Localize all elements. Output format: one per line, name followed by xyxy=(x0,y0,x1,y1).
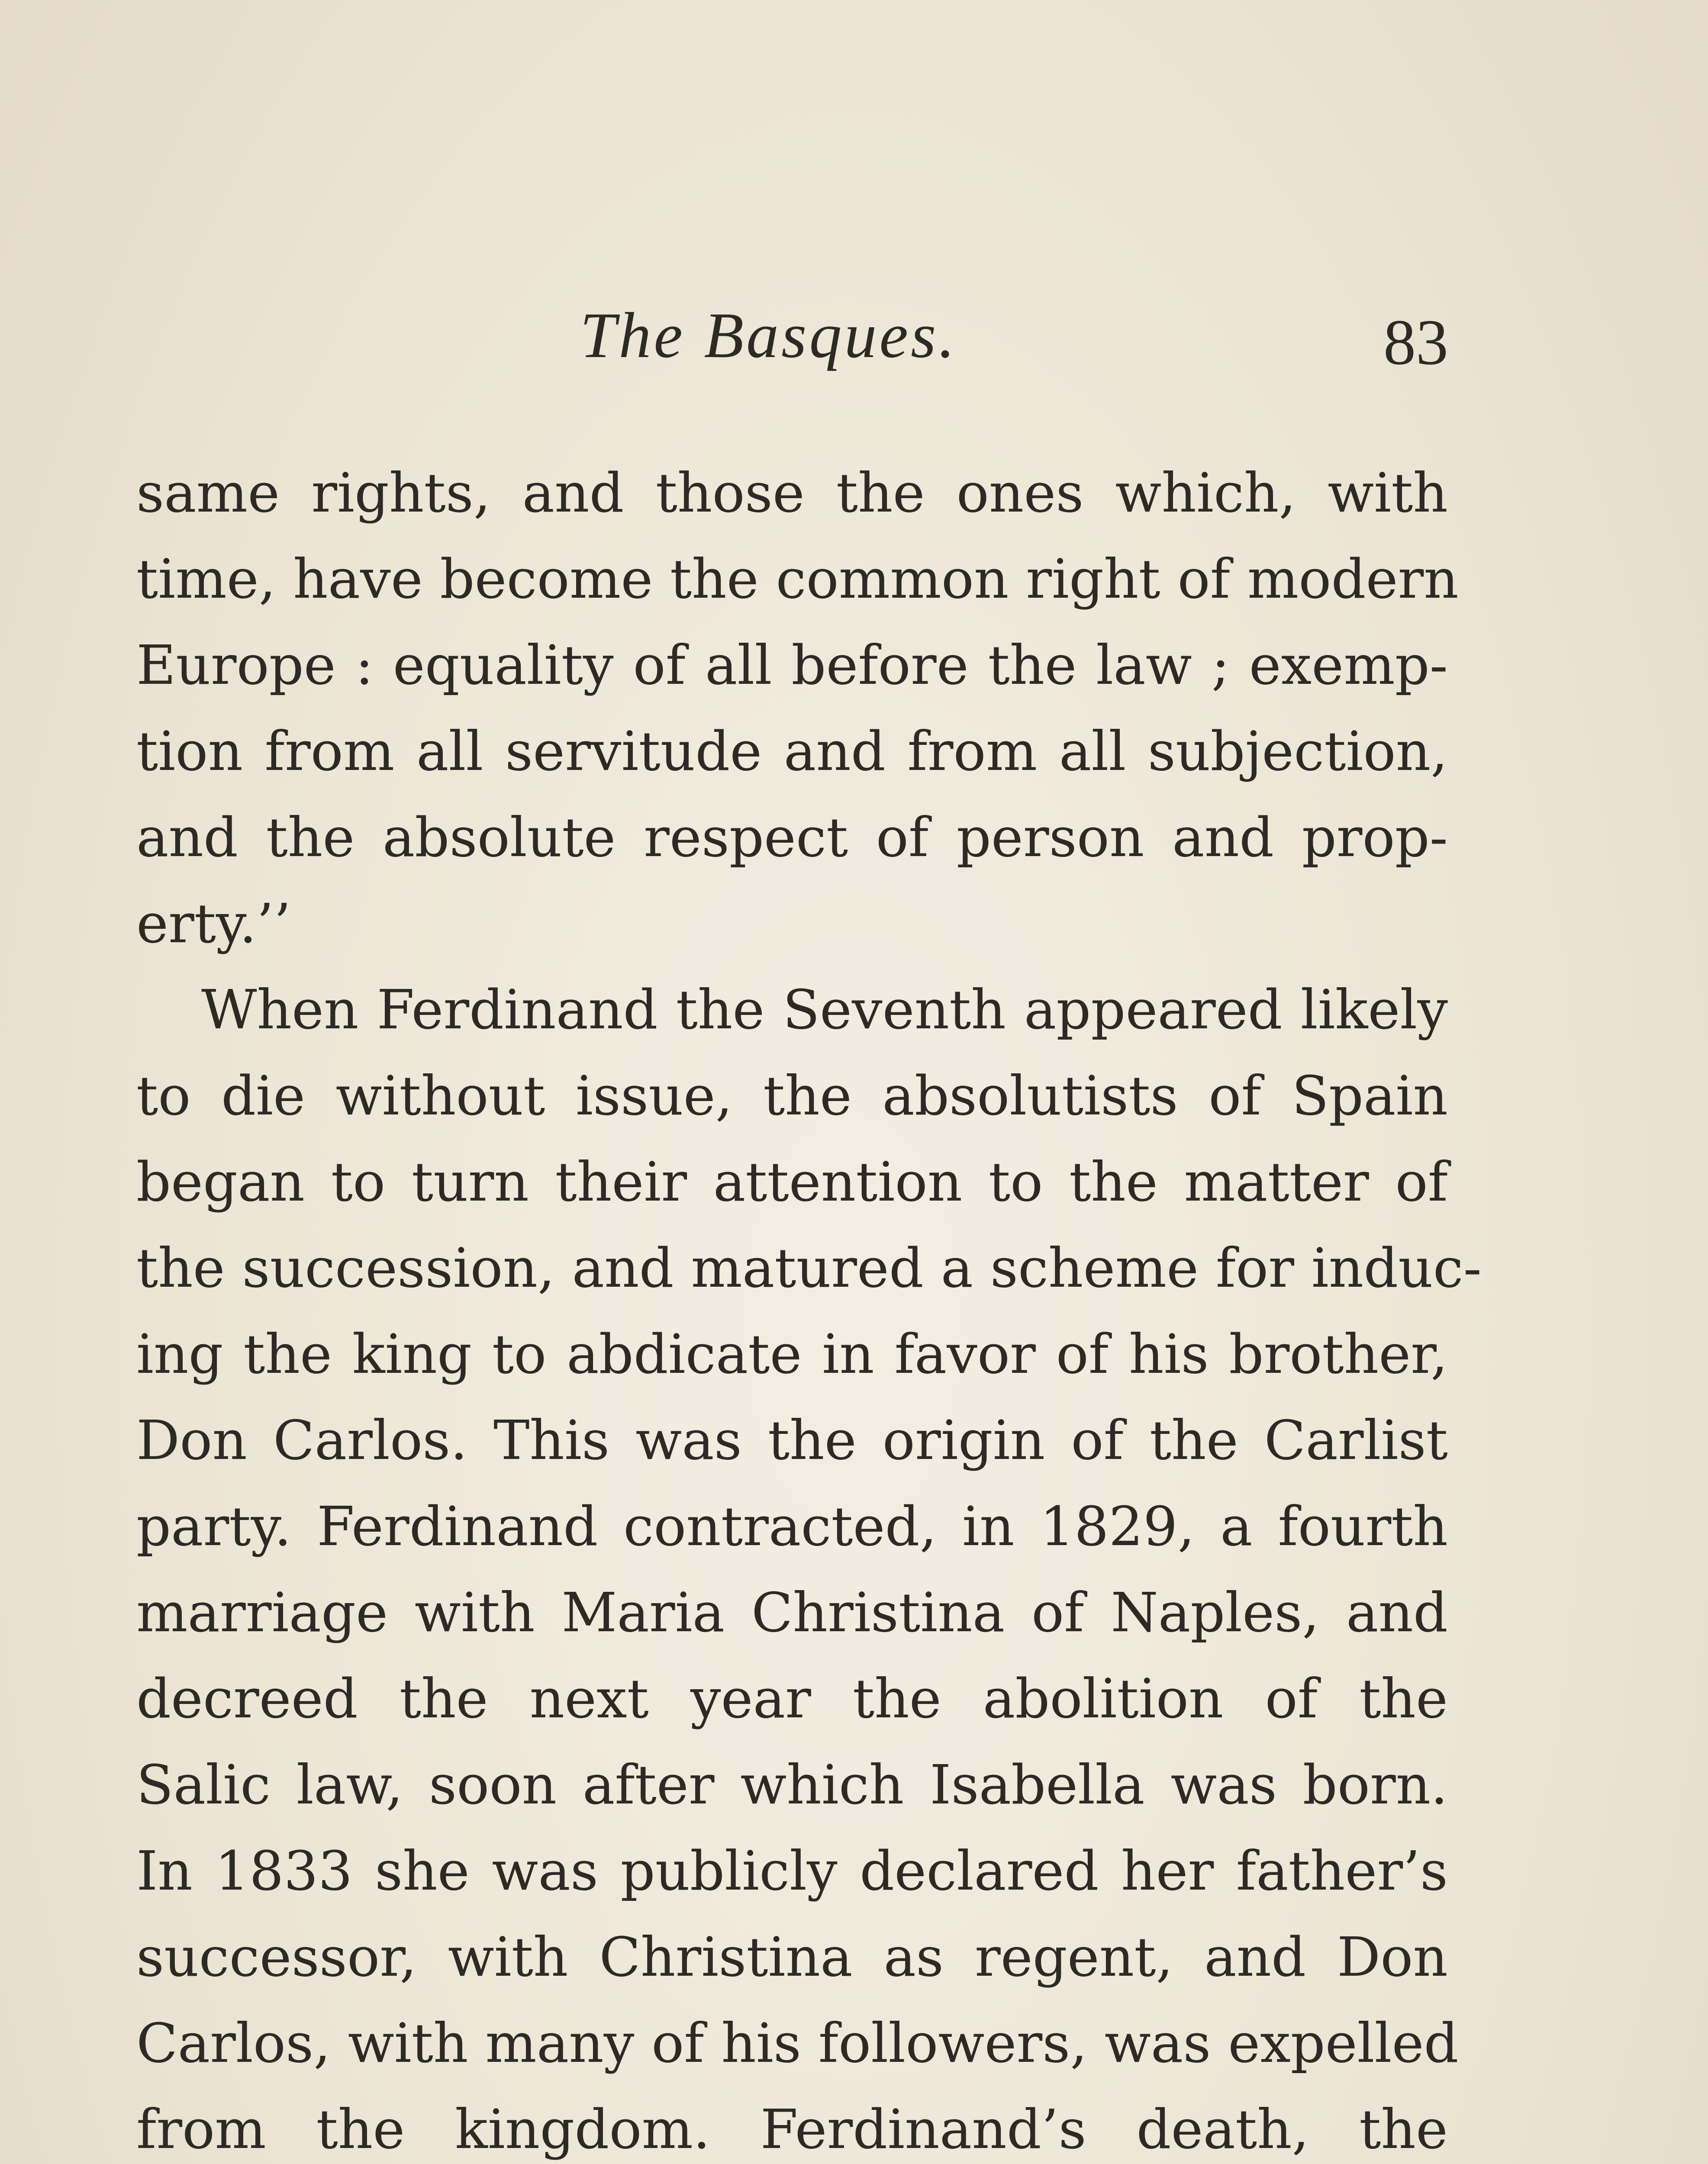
text-line: and the absolute respect of person and prop- xyxy=(136,806,1448,869)
text-line: ing the king to abdicate in favor of his brother, xyxy=(136,1323,1448,1386)
page-header xyxy=(0,0,1708,433)
text-line: began to turn their attention to the matter of xyxy=(136,1151,1448,1214)
text-line: Carlos, with many of his followers, was expelled xyxy=(136,2012,1459,2075)
text-line: Don Carlos. This was the origin of the Carlist xyxy=(136,1409,1448,1472)
page-number: 83 xyxy=(1383,306,1448,378)
text-line: party. Ferdinand contracted, in 1829, a fourth xyxy=(136,1495,1448,1558)
text-line: In 1833 she was publicly declared her father’s xyxy=(136,1840,1448,1903)
text-line: tion from all servitude and from all subjection, xyxy=(136,720,1448,783)
text-line: Europe : equality of all before the law ; exemp- xyxy=(136,634,1448,697)
text-line: Salic law, soon after which Isabella was born. xyxy=(136,1754,1448,1816)
text-line: decreed the next year the abolition of the xyxy=(136,1668,1448,1730)
text-line: same rights, and those the ones which, with xyxy=(136,462,1448,525)
text-line: time, have become the common right of modern xyxy=(136,548,1459,611)
running-title: The Basques. xyxy=(580,299,957,371)
paragraph-first-line: When Ferdinand the Seventh appeared likely xyxy=(201,979,1448,1041)
text-line: from the kingdom. Ferdinand’s death, the xyxy=(136,2098,1448,2161)
text-line: successor, with Christina as regent, and Don xyxy=(136,1926,1448,1989)
text-line: erty.’’ xyxy=(136,892,291,955)
text-line: to die without issue, the absolutists of Spain xyxy=(136,1065,1448,1127)
text-line: marriage with Maria Christina of Naples, and xyxy=(136,1581,1448,1644)
body-text xyxy=(136,450,1482,2164)
text-line: the succession, and matured a scheme for induc- xyxy=(136,1237,1482,1300)
